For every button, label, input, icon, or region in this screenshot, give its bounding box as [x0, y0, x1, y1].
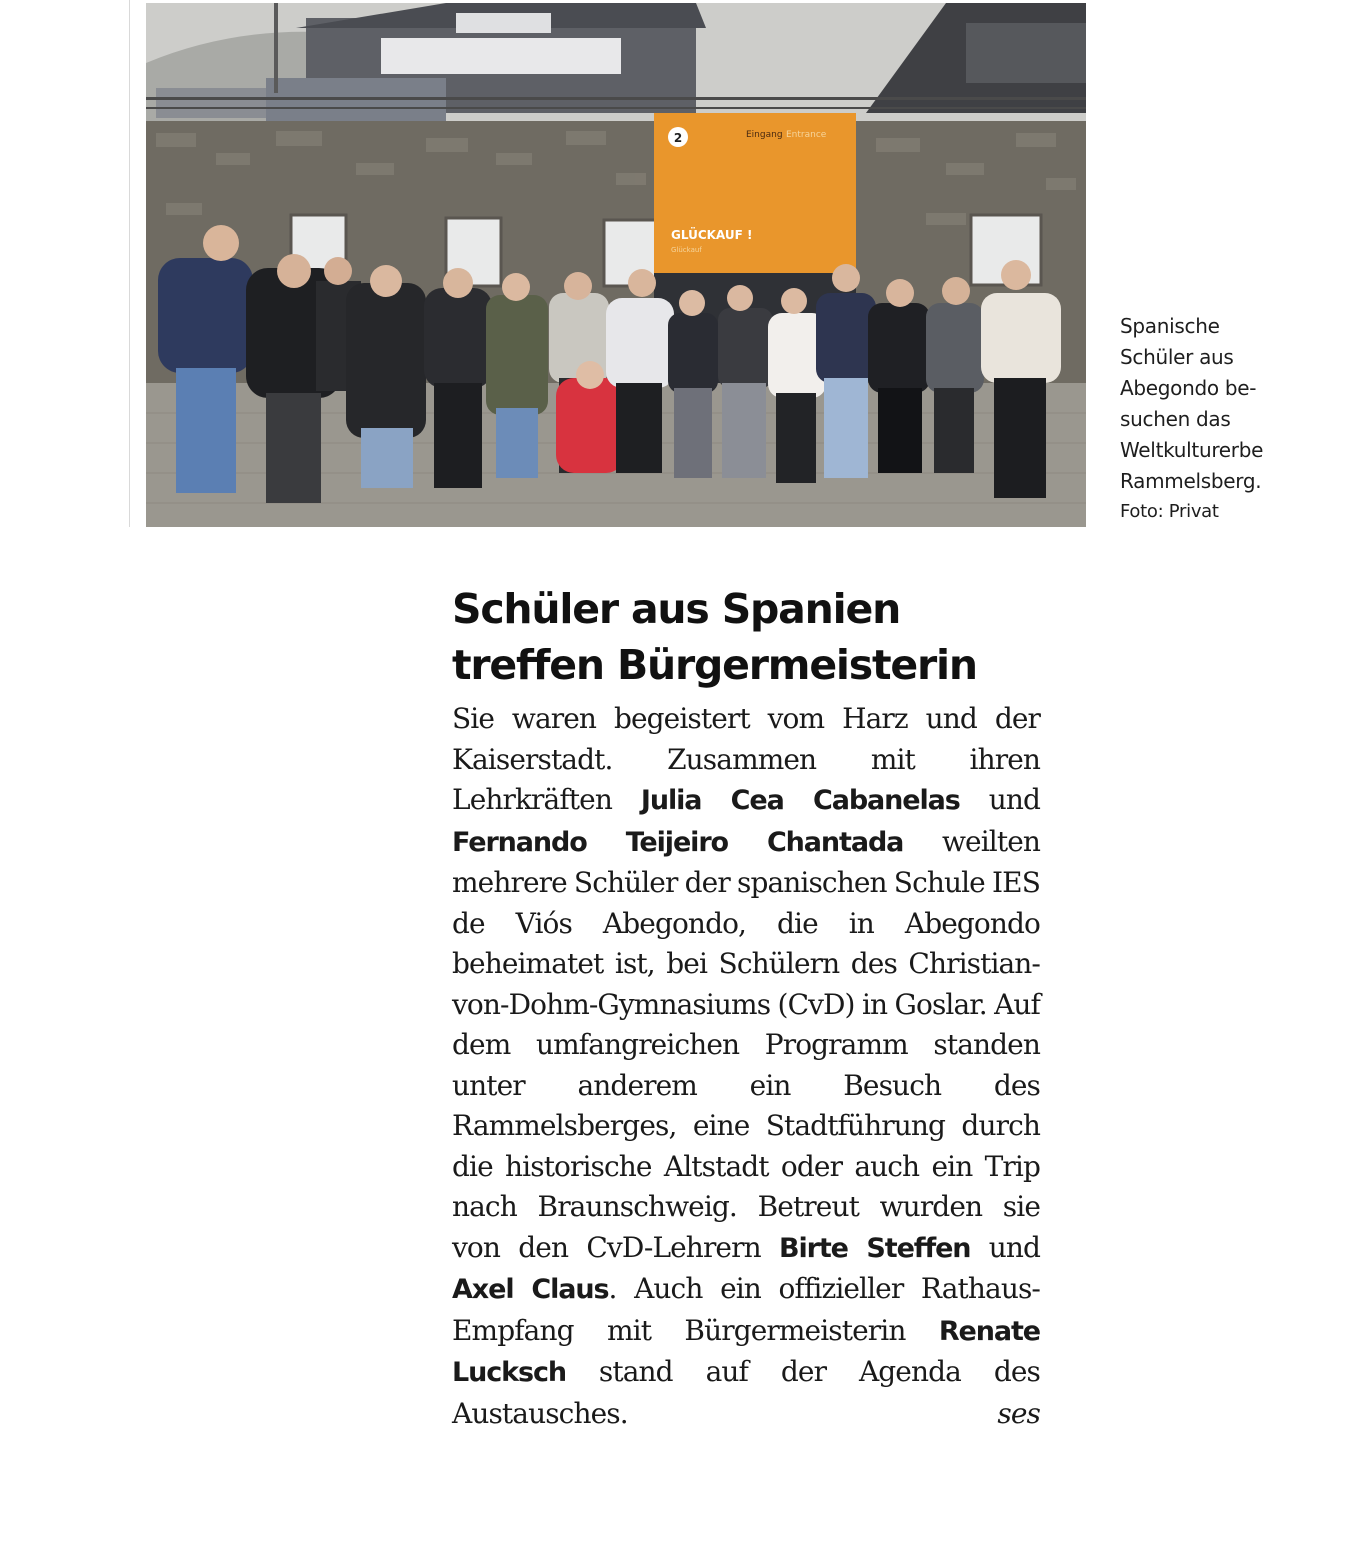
headline-line-2: treffen Bürgermeisterin	[452, 641, 977, 689]
sign-entrance-en: Entrance	[786, 130, 827, 140]
sign-title: GLÜCKAUF !	[671, 228, 753, 242]
body-text: und	[959, 783, 1041, 816]
body-text: Sie waren begeistert vom Harz und der Kaiserstadt. Zusammen mit ihren Lehrkräften	[452, 702, 1040, 816]
article-photo	[146, 3, 1086, 527]
person-name: Renate Lucksch	[452, 1315, 1040, 1388]
body-text: stand auf der Agenda des Austausches.	[452, 1355, 1040, 1430]
person-name: Birte Steffen	[779, 1232, 971, 1264]
body-text: weilten mehrere Schüler der spanischen Schule IES de Viós Abegondo, die in Abegondo beheimatet ist, bei Schülern des Christian-von-Dohm-Gymnasiums (CvD) in Goslar. Auf dem umfangreichen Programm standen unter anderem ein Besuch des Rammelsberges, eine Stadtführung durch die historische Altstadt oder auch ein Trip nach Braunschweig. Betreut wurden sie von den CvD-Lehrern	[452, 824, 1040, 1264]
person-name: Fernando Teijeiro Chantada	[452, 826, 904, 858]
author-initials: ses	[997, 1396, 1040, 1430]
body-text: . Auch ein offizieller Rathaus-Empfang mit Bürgermeisterin	[452, 1272, 1040, 1347]
caption-line: Schüler aus	[1120, 345, 1234, 369]
photo-caption	[1120, 311, 1340, 527]
group-photo-illustration	[146, 3, 1086, 527]
caption-line: Weltkulturerbe	[1120, 438, 1264, 462]
column-divider	[129, 0, 130, 527]
article-body	[452, 699, 1040, 1434]
body-text: und	[970, 1230, 1040, 1264]
caption-line: Rammelsberg.	[1120, 469, 1262, 493]
sign-number: 2	[673, 131, 683, 145]
photo-credit: Foto: Privat	[1120, 501, 1219, 522]
article-headline	[452, 581, 1092, 693]
person-name: Axel Claus	[452, 1274, 609, 1305]
sign-entrance: Eingang	[746, 130, 783, 140]
headline-line-1: Schüler aus Spanien	[452, 585, 901, 633]
caption-line: suchen das	[1120, 407, 1231, 431]
sign-subtitle: Glückauf	[671, 246, 702, 254]
person-name: Julia Cea Cabanelas	[640, 785, 960, 816]
caption-line: Spanische	[1120, 314, 1220, 338]
caption-line: Abegondo be-	[1120, 376, 1257, 400]
